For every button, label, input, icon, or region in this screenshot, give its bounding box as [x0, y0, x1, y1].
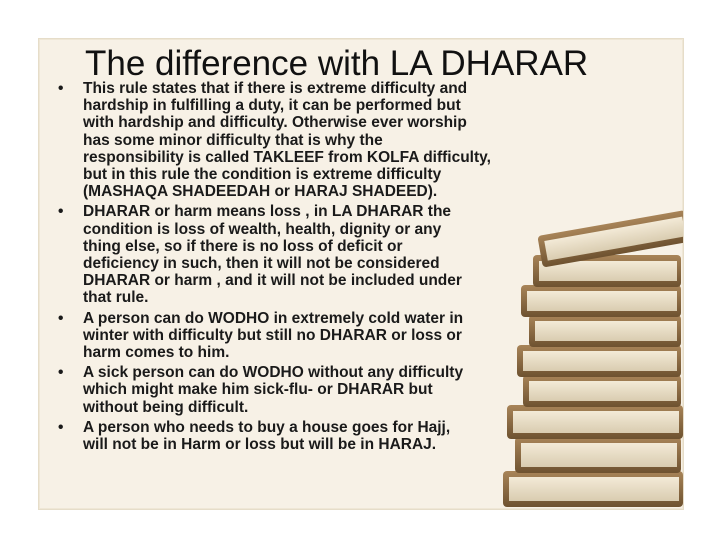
bullet-item: [58, 364, 618, 416]
bullet-marker: •: [58, 80, 64, 97]
bullet-marker: •: [58, 309, 64, 327]
bullet-line: A person who needs to buy a house goes for Hajj,: [83, 418, 451, 436]
bullet-line: without being difficult.: [83, 398, 249, 416]
bullet-item: [58, 80, 618, 200]
bullet-line: with hardship and difficulty. Otherwise ever worship: [83, 114, 467, 132]
page-title: The difference with LA DHARAR: [85, 44, 589, 83]
bullet-line: but in this rule the condition is extreme difficulty: [83, 166, 442, 184]
bullet-line: hardship in fulfilling a duty, it can be performed but: [83, 97, 461, 115]
bullet-line: condition is loss of wealth, health, dignity or any: [83, 220, 442, 238]
bullet-line: responsibility is called TAKLEEF from KOLFA difficulty,: [83, 148, 491, 166]
bullet-line: DHARAR or harm , and it will not be included under: [83, 272, 462, 290]
bullet-line: will not be in Harm or loss but will be in HARAJ.: [83, 436, 437, 454]
bullet-line: (MASHAQA SHADEEDAH or HARAJ SHADEED).: [83, 183, 438, 201]
bullet-marker: •: [58, 364, 64, 382]
bullet-item: [58, 310, 618, 362]
bullet-line: harm comes to him.: [83, 344, 230, 362]
bullet-line: that rule.: [83, 289, 149, 307]
bullet-line: thing else, so if there is no loss of deficit or: [83, 237, 403, 255]
bullet-list: [58, 80, 618, 456]
bullet-marker: •: [58, 418, 64, 436]
bullet-line: which might make him sick-flu- or DHARAR but: [83, 381, 433, 399]
bullet-item: [58, 203, 618, 306]
bullet-item: [58, 419, 618, 453]
bullet-line: DHARAR or harm means loss , in LA DHARAR the: [83, 203, 452, 221]
bullet-line: A sick person can do WODHO without any difficulty: [83, 364, 464, 382]
bullet-line: deficiency in such, then it will not be considered: [83, 255, 440, 273]
bullet-line: has some minor difficulty that is why the: [83, 131, 383, 149]
bullet-marker: •: [58, 203, 64, 221]
bullet-line: A person can do WODHO in extremely cold water in: [83, 309, 464, 327]
bullet-line: winter with difficulty but still no DHARAR or loss or: [83, 326, 462, 344]
bullet-line: This rule states that if there is extreme difficulty and: [83, 80, 468, 97]
